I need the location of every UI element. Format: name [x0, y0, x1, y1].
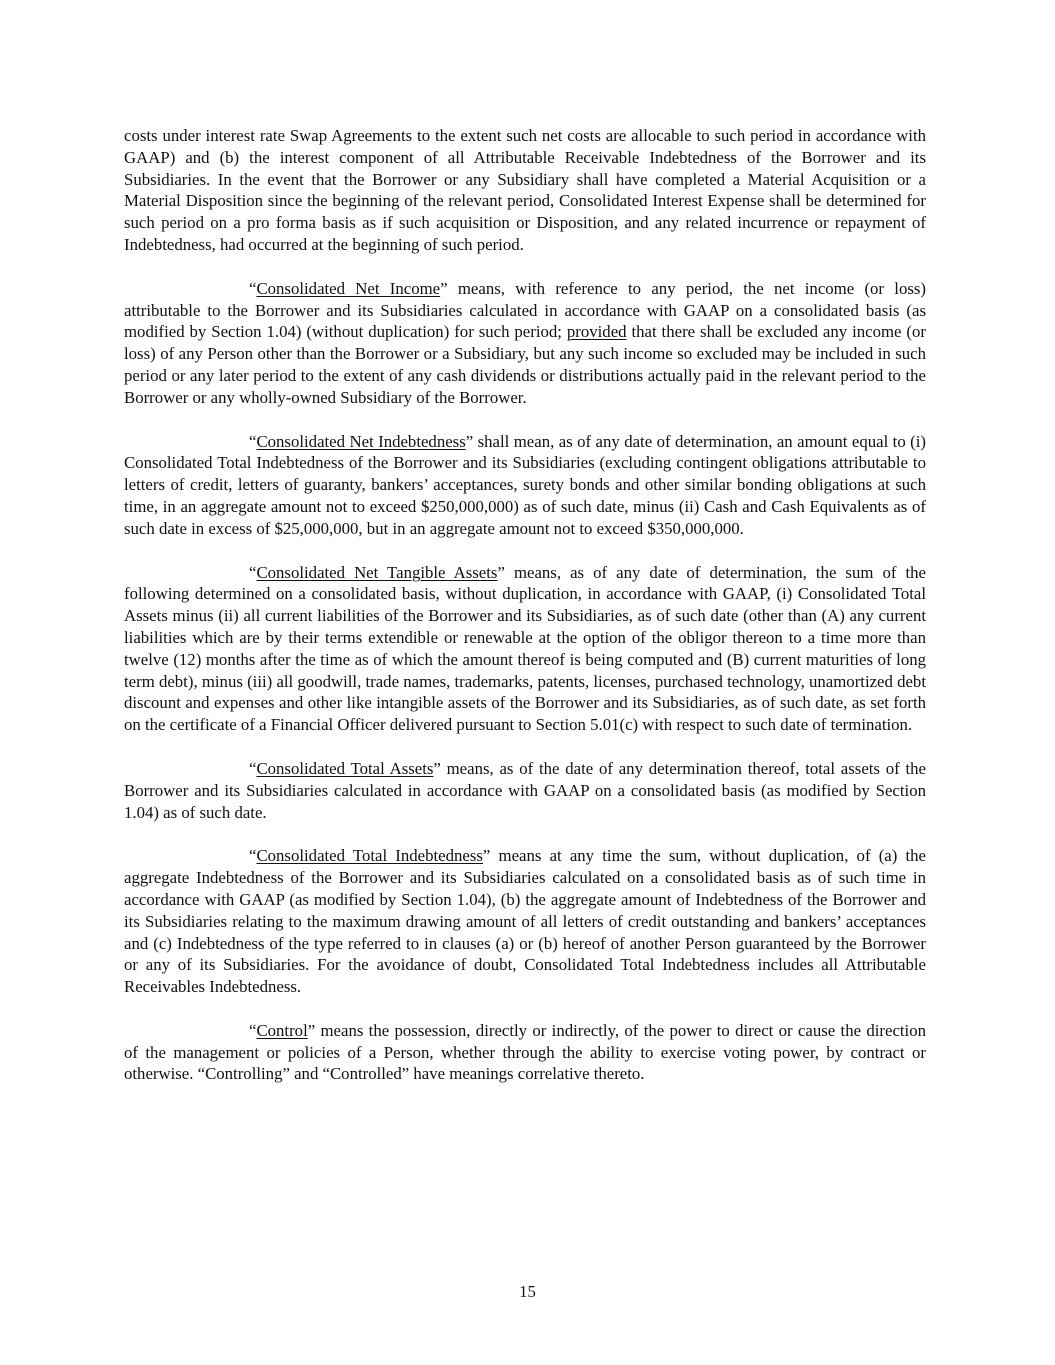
page-number: 15 — [519, 1282, 536, 1301]
open-quote: “ — [249, 758, 257, 778]
defined-term: Consolidated Total Indebtedness — [256, 846, 483, 866]
definition-consolidated-net-income — [124, 278, 926, 409]
definition-consolidated-net-tangible-assets — [124, 562, 926, 736]
continuation-paragraph: costs under interest rate Swap Agreements to the extent such net costs are allocable to such period in accordance with GAAP) and (b) the interest component of all Attributable Receivable Indebtedness of the Borrower and its Subsidiaries. In the event that the Borrower or any Subsidiary shall have completed a Material Acquisition or a Material Disposition since the beginning of the relevant period, Consolidated Interest Expense shall be determined for such period on a pro forma basis as if such acquisition or Disposition, and any related incurrence or repayment of Indebtedness, had occurred at the beginning of such period. — [124, 126, 926, 254]
definition-text: ” means the possession, directly or indirectly, of the power to direct or cause the direction of the management or policies of a Person, whether through the ability to exercise voting power, by contract or otherwise. “Controlling” and “Controlled” have meanings correlative thereto. — [124, 1020, 926, 1084]
open-quote: “ — [249, 1020, 257, 1040]
defined-term: Consolidated Net Tangible Assets — [256, 562, 498, 582]
defined-term: Consolidated Net Indebtedness — [256, 431, 466, 451]
document-page — [124, 125, 926, 1107]
open-quote: “ — [249, 846, 257, 866]
provided-emphasis: provided — [566, 322, 627, 342]
definition-text: ” means, with reference to any period, the net income (or loss) attributable to the Borrower and its Subsidiaries calculated in accordance with GAAP on a consolidated basis (as modified by Section 1.04) (without duplication) for such period; — [124, 278, 927, 342]
definition-consolidated-net-indebtedness — [124, 431, 926, 540]
open-quote: “ — [249, 562, 257, 582]
defined-term: Consolidated Net Income — [256, 278, 441, 298]
definition-text: ” means, as of the date of any determination thereof, total assets of the Borrower and its Subsidiaries calculated in accordance with GAAP on a consolidated basis (as modified by Section 1.04) as of such date. — [124, 758, 926, 822]
definition-text: that there shall be excluded any income (or loss) of any Person other than the Borrower or a Subsidiary, but any such income so excluded may be included in such period or any later period to the extent of any cash dividends or distributions actually paid in the relevant period to the Borrower or any wholly-owned Subsidiary of the Borrower. — [124, 322, 926, 407]
defined-term: Consolidated Total Assets — [256, 758, 434, 778]
open-quote: “ — [249, 431, 257, 451]
definition-control — [124, 1020, 926, 1085]
definition-text: ” means, as of any date of determination, the sum of the following determined on a consolidated basis, without duplication, in accordance with GAAP, (i) Consolidated Total Assets minus (ii) all current liabilities of the Borrower and its Subsidiaries, as of such date (other than (A) any current liabilities which are by their terms extendible or renewable at the option of the obligor thereon to a time more than twelve (12) months after the time as of which the amount thereof is being computed and (B) current maturities of long term debt), minus (iii) all goodwill, trade names, trademarks, patents, licenses, purchased technology, unamortized debt discount and expenses and other like intangible assets of the Borrower and its Subsidiaries, as of such date, as set forth on the certificate of a Financial Officer delivered pursuant to Section 5.01(c) with respect to such date of termination. — [124, 562, 926, 735]
definition-text: ” shall mean, as of any date of determination, an amount equal to (i) Consolidated Total Indebtedness of the Borrower and its Subsidiaries (excluding contingent obligations attributable to letters of credit, letters of guaranty, bankers’ acceptances, surety bonds and other similar bonding obligations at such time, in an aggregate amount not to exceed $250,000,000) as of such date, minus (ii) Cash and Cash Equivalents as of such date in excess of $25,000,000, but in an aggregate amount not to exceed $350,000,000. — [124, 431, 926, 538]
defined-term: Control — [256, 1020, 308, 1040]
definition-consolidated-total-assets — [124, 758, 926, 823]
open-quote: “ — [249, 278, 257, 298]
definition-text: ” means at any time the sum, without duplication, of (a) the aggregate Indebtedness of the Borrower and its Subsidiaries calculated on a consolidated basis as of such time in accordance with GAAP (as modified by Section 1.04), (b) the aggregate amount of Indebtedness of the Borrower and its Subsidiaries relating to the maximum drawing amount of all letters of credit outstanding and bankers’ acceptances and (c) Indebtedness of the type referred to in clauses (a) or (b) hereof of another Person guaranteed by the Borrower or any of its Subsidiaries. For the avoidance of doubt, Consolidated Total Indebtedness includes all Attributable Receivables Indebtedness. — [124, 846, 926, 997]
definition-consolidated-total-indebtedness — [124, 845, 926, 998]
